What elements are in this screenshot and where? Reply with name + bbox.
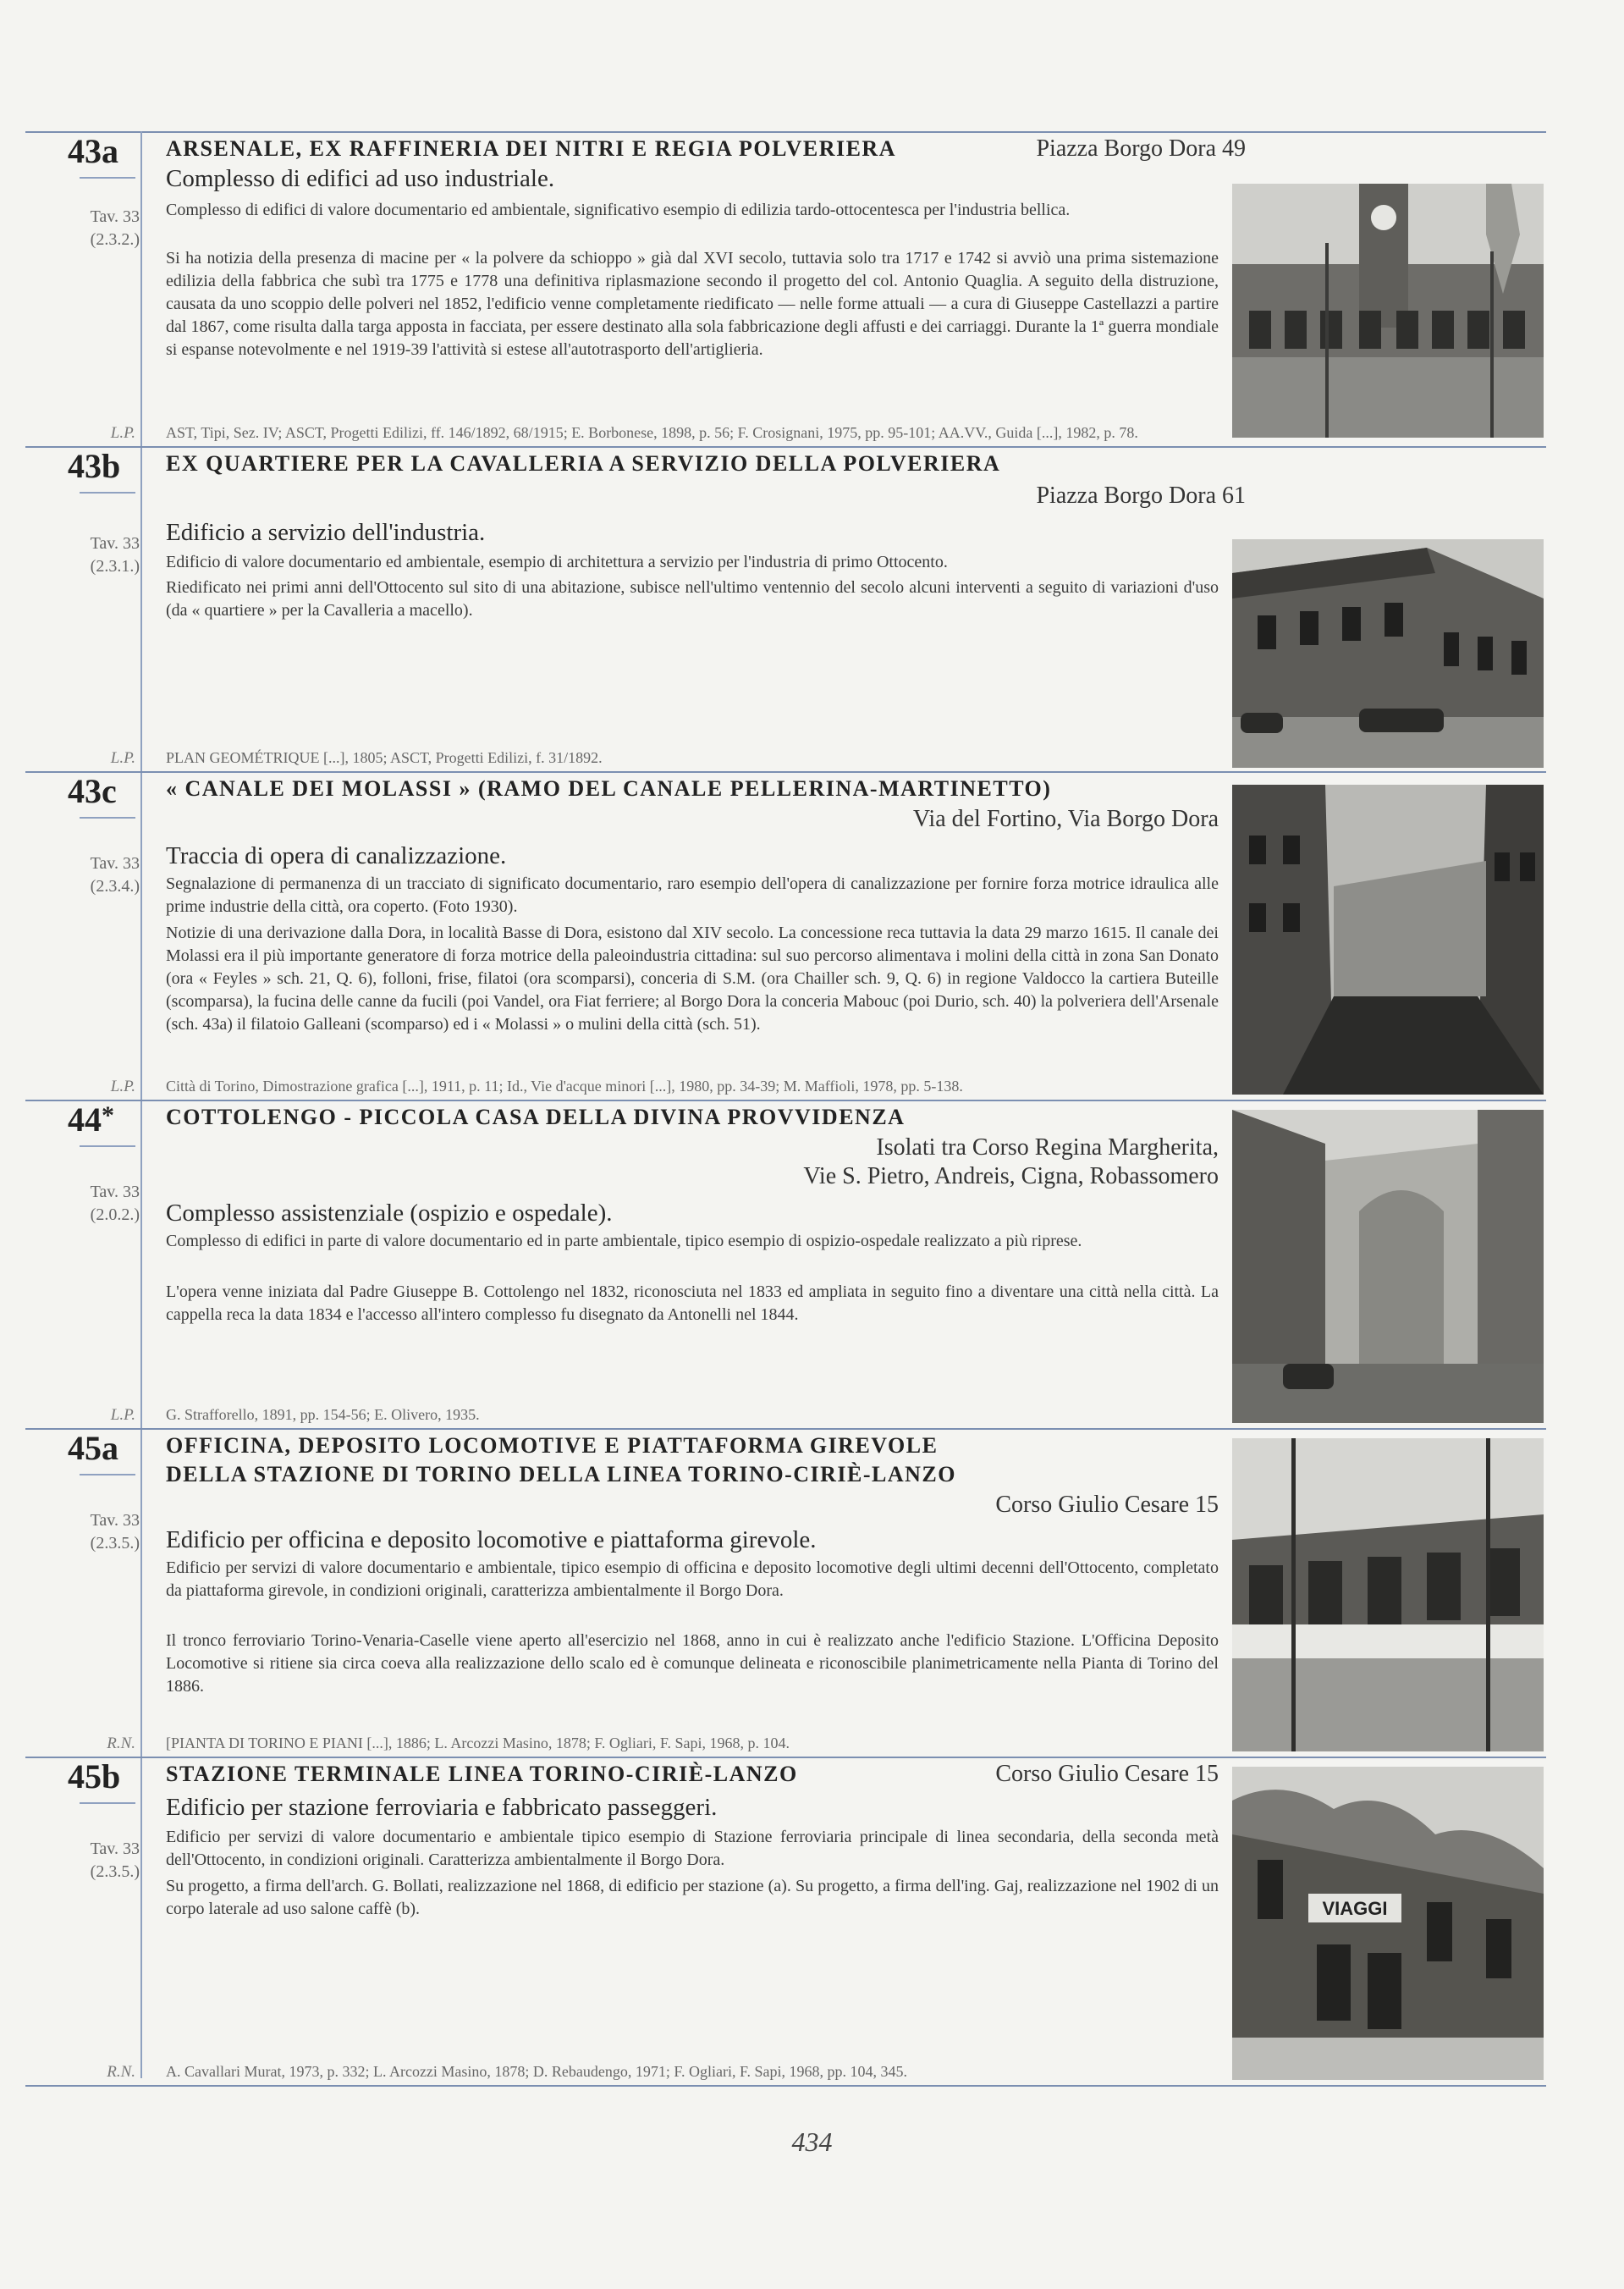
- entry-number: 43c: [68, 772, 117, 810]
- entry-number: 43a: [68, 132, 118, 170]
- entry-references: AST, Tipi, Sez. IV; ASCT, Progetti Edilizi, ff. 146/1892, 68/1915; E. Borbonese, 1898, p. 56; F. Crosignani, 1975, pp. 95-101; AA.VV., Guida [...], 1982, p. 78.: [166, 424, 1138, 441]
- entry-43c: [25, 771, 1546, 1101]
- entry-title: « CANALE DEI MOLASSI » (RAMO DEL CANALE PELLERINA-MARTINETTO): [166, 776, 1052, 801]
- entry-content: [166, 446, 1246, 771]
- entry-title: ARSENALE, EX RAFFINERIA DEI NITRI E REGIA POLVERIERA: [166, 136, 896, 161]
- table-ref: Tav. 33: [90, 1511, 140, 1530]
- entry-address: Piazza Borgo Dora 61: [1036, 483, 1246, 509]
- table-code: (2.3.2.): [90, 230, 140, 249]
- entry-margin: [25, 131, 140, 446]
- table-code: (2.3.1.): [90, 557, 140, 576]
- entry-references: PLAN GEOMÉTRIQUE [...], 1805; ASCT, Progetti Edilizi, f. 31/1892.: [166, 749, 603, 766]
- entry-content: [166, 1428, 1219, 1757]
- entry-address: Piazza Borgo Dora 49: [1036, 135, 1246, 162]
- author-initials: R.N.: [107, 2063, 135, 2081]
- entry-references: A. Cavallari Murat, 1973, p. 332; L. Arcozzi Masino, 1878; D. Rebaudengo, 1971; F. Ogliari, F. Sapi, 1968, pp. 104, 345.: [166, 2063, 908, 2080]
- entry-references: Città di Torino, Dimostrazione grafica [...], 1911, p. 11; Id., Vie d'acque minori [...], 1980, pp. 34-39; M. Maffioli, 1978, pp. 5-138.: [166, 1078, 963, 1095]
- photo-officina: [1232, 1438, 1544, 1751]
- entry-margin: [25, 446, 140, 771]
- entry-number: 45a: [68, 1429, 118, 1467]
- entry-address: Via del Fortino, Via Borgo Dora: [912, 806, 1219, 832]
- entry-44: [25, 1100, 1546, 1430]
- number-rule: [80, 492, 135, 494]
- author-initials: L.P.: [110, 749, 135, 767]
- entry-paragraph: Complesso di edifici di valore documentario ed ambientale, significativo esempio di edilizia tardo-ottocentesca per l'industria bellica.: [166, 201, 1071, 219]
- entry-content: [166, 771, 1219, 1100]
- entry-paragraph: Edificio di valore documentario ed ambientale, esempio di architettura a servizio per l'industria di primo Ottocento.: [166, 553, 948, 571]
- entry-address: Corso Giulio Cesare 15: [995, 1492, 1219, 1518]
- entry-number: 45b: [68, 1757, 121, 1795]
- author-initials: L.P.: [110, 1078, 135, 1095]
- entry-title-line-1: OFFICINA, DEPOSITO LOCOMOTIVE E PIATTAFORMA GIREVOLE: [166, 1433, 939, 1458]
- entry-address-line-2: Vie S. Pietro, Andreis, Cigna, Robassomero: [803, 1163, 1219, 1189]
- author-initials: L.P.: [110, 424, 135, 442]
- number-rule: [80, 177, 135, 179]
- table-ref: Tav. 33: [90, 1183, 140, 1201]
- entry-paragraph: L'opera venne iniziata dal Padre Giuseppe B. Cottolengo nel 1832, riconosciuta nel 1833 ed ampliata in seguito fino a diventare una città nella città. La cappella reca la data 1834 e l'accesso all'intero complesso fu disegnato da Antonelli nel 1844.: [166, 1282, 1219, 1324]
- table-code: (2.0.2.): [90, 1205, 140, 1224]
- entry-45a: [25, 1428, 1546, 1758]
- table-ref: Tav. 33: [90, 207, 140, 226]
- number-rule: [80, 1474, 135, 1475]
- entry-paragraph: Complesso di edifici in parte di valore documentario ed in parte ambientale, tipico esempio di ospizio-ospedale realizzato a più riprese.: [166, 1232, 1082, 1250]
- photo-cavalleria: [1232, 539, 1544, 768]
- entry-address-line-1: Isolati tra Corso Regina Margherita,: [876, 1134, 1219, 1161]
- number-rule: [80, 817, 135, 819]
- entry-title-line-2: DELLA STAZIONE DI TORINO DELLA LINEA TORINO-CIRIÈ-LANZO: [166, 1462, 956, 1486]
- table-code: (2.3.5.): [90, 1534, 140, 1553]
- photo-stazione: [1232, 1767, 1544, 2080]
- table-ref: Tav. 33: [90, 1839, 140, 1858]
- entry-paragraph: Notizie di una derivazione dalla Dora, in località Basse di Dora, esistono dal XIV secolo. La concessione reca tuttavia la data 29 marzo 1615. Il canale dei Molassi era il più importante generatore di forza motrice della paleoindustria cittadina: sul suo percorso alimentava i molini della città in zona San Donato (ora « Feyles » sch. 21, Q. 6), folloni, frise, filatoi (ora scomparsi), conceria di S.M. (ora Chailler sch. 9, Q. 6) in regione Valdocco la cartiera Buteille (scomparsa), la fucina delle canne da fucili (poi Vandel, ora Fiat ferriere; al Borgo Dora la conceria Mabouc (poi Durio, sch. 40) la polveriera dell'Arsenale (sch. 43a) il filatoio Galleani (scomparso) ed i « Molassi » o mulini della città (sch. 51).: [166, 924, 1219, 1034]
- entry-subtitle: Complesso assistenziale (ospizio e ospedale).: [166, 1200, 613, 1227]
- entry-title: EX QUARTIERE PER LA CAVALLERIA A SERVIZIO DELLA POLVERIERA: [166, 451, 1001, 476]
- entry-margin: [25, 771, 140, 1100]
- entry-subtitle: Edificio per officina e deposito locomotive e piattaforma girevole.: [166, 1526, 817, 1553]
- table-ref: Tav. 33: [90, 534, 140, 553]
- entry-paragraph: Edificio per servizi di valore documentario e ambientale, tipico esempio di officina e deposito locomotive degli ultimi decenni dell'Ottocento, completato da piattaforma girevole, in condizioni originali, caratterizza ambientalmente il Borgo Dora.: [166, 1558, 1219, 1600]
- entry-margin: [25, 1757, 140, 2085]
- entry-number: 43b: [68, 447, 121, 485]
- entry-paragraph: Su progetto, a firma dell'arch. G. Bollati, realizzazione nel 1868, di edificio per stazione (a). Su progetto, a firma dell'ing. Gaj, realizzazione nel 1902 di un corpo laterale ad uso salone caffè (b).: [166, 1877, 1219, 1918]
- entry-title: COTTOLENGO - PICCOLA CASA DELLA DIVINA PROVVIDENZA: [166, 1105, 906, 1129]
- entry-paragraph: Edificio per servizi di valore documentario e ambientale tipico esempio di Stazione ferroviaria principale di linea secondaria, della seconda metà dell'Ottocento, in condizioni originali. Caratterizza ambientalmente il Borgo Dora.: [166, 1828, 1219, 1869]
- photo-arsenale: [1232, 184, 1544, 438]
- entry-subtitle: Edificio a servizio dell'industria.: [166, 519, 486, 546]
- entry-paragraph: Segnalazione di permanenza di un tracciato di significato documentario, raro esempio dell'opera di canalizzazione per fornire forza motrice idraulica alle prime industrie della città, ora coperto. (Foto 1930).: [166, 874, 1219, 916]
- number-rule: [80, 1145, 135, 1147]
- entry-title: STAZIONE TERMINALE LINEA TORINO-CIRIÈ-LANZO: [166, 1762, 798, 1786]
- entry-subtitle: Traccia di opera di canalizzazione.: [166, 842, 507, 869]
- entry-subtitle: Edificio per stazione ferroviaria e fabbricato passeggeri.: [166, 1794, 718, 1821]
- entry-margin: [25, 1100, 140, 1428]
- table-code: (2.3.5.): [90, 1862, 140, 1881]
- entry-number: 44*: [68, 1100, 114, 1139]
- entry-45b: [25, 1757, 1546, 2087]
- entry-address: Corso Giulio Cesare 15: [995, 1761, 1219, 1787]
- table-ref: Tav. 33: [90, 854, 140, 873]
- entry-content: [166, 1100, 1219, 1428]
- entry-paragraph: Si ha notizia della presenza di macine per « la polvere da schioppo » già dal XVI secolo, tuttavia solo tra 1717 e 1742 si avviò una prima sistemazione edilizia della fabbrica che subì tra 1775 e 1778 una definitiva riplasmazione secondo il progetto del col. Antonio Quaglia. A seguito della distruzione, causata da uno scoppio delle polveri nel 1852, l'edificio venne completamente riedificato — nelle forme attuali — a cura di Giuseppe Castellazzi a partire dal 1867, come risulta dalla targa apposta in facciata, per essere destinato alla sola fabbricazione degli affusti e dei carriaggi. Durante la 1ª guerra mondiale si espanse notevolmente e nel 1919-39 l'attività si estese all'autotrasporto dell'artiglieria.: [166, 249, 1219, 359]
- entry-paragraph: Riedificato nei primi anni dell'Ottocento sul sito di una abitazione, subisce nell'ultimo ventennio del secolo alcuni interventi a seguito di variazioni d'uso (da « quartiere » per la Cavalleria a macello).: [166, 578, 1219, 620]
- entry-43b: [25, 446, 1546, 773]
- table-code: (2.3.4.): [90, 877, 140, 896]
- photo-cottolengo: [1232, 1110, 1544, 1423]
- entry-content: [166, 1757, 1219, 2085]
- entry-content: [166, 131, 1246, 446]
- entry-43a: [25, 131, 1546, 448]
- entry-references: [PIANTA DI TORINO E PIANI [...], 1886; L. Arcozzi Masino, 1878; F. Ogliari, F. Sapi, 1968, p. 104.: [166, 1735, 790, 1751]
- author-initials: L.P.: [110, 1406, 135, 1424]
- entry-references: G. Strafforello, 1891, pp. 154-56; E. Olivero, 1935.: [166, 1406, 480, 1423]
- number-rule: [80, 1802, 135, 1804]
- entry-margin: [25, 1428, 140, 1757]
- entry-paragraph: Il tronco ferroviario Torino-Venaria-Caselle viene aperto all'esercizio nel 1868, anno in cui è realizzato anche l'edificio Stazione. L'Officina Deposito Locomotive si ritiene sia circa coeva alla realizzazione dello scalo ed è comunque delineata e riconoscibile planimetricamente nella Pianta di Torino del 1886.: [166, 1631, 1219, 1696]
- photo-canale: [1232, 785, 1544, 1095]
- photo-sign: VIAGGI: [1322, 1898, 1388, 1919]
- page-number: 434: [791, 2126, 833, 2157]
- author-initials: R.N.: [107, 1735, 135, 1752]
- entry-subtitle: Complesso di edifici ad uso industriale.: [166, 165, 555, 192]
